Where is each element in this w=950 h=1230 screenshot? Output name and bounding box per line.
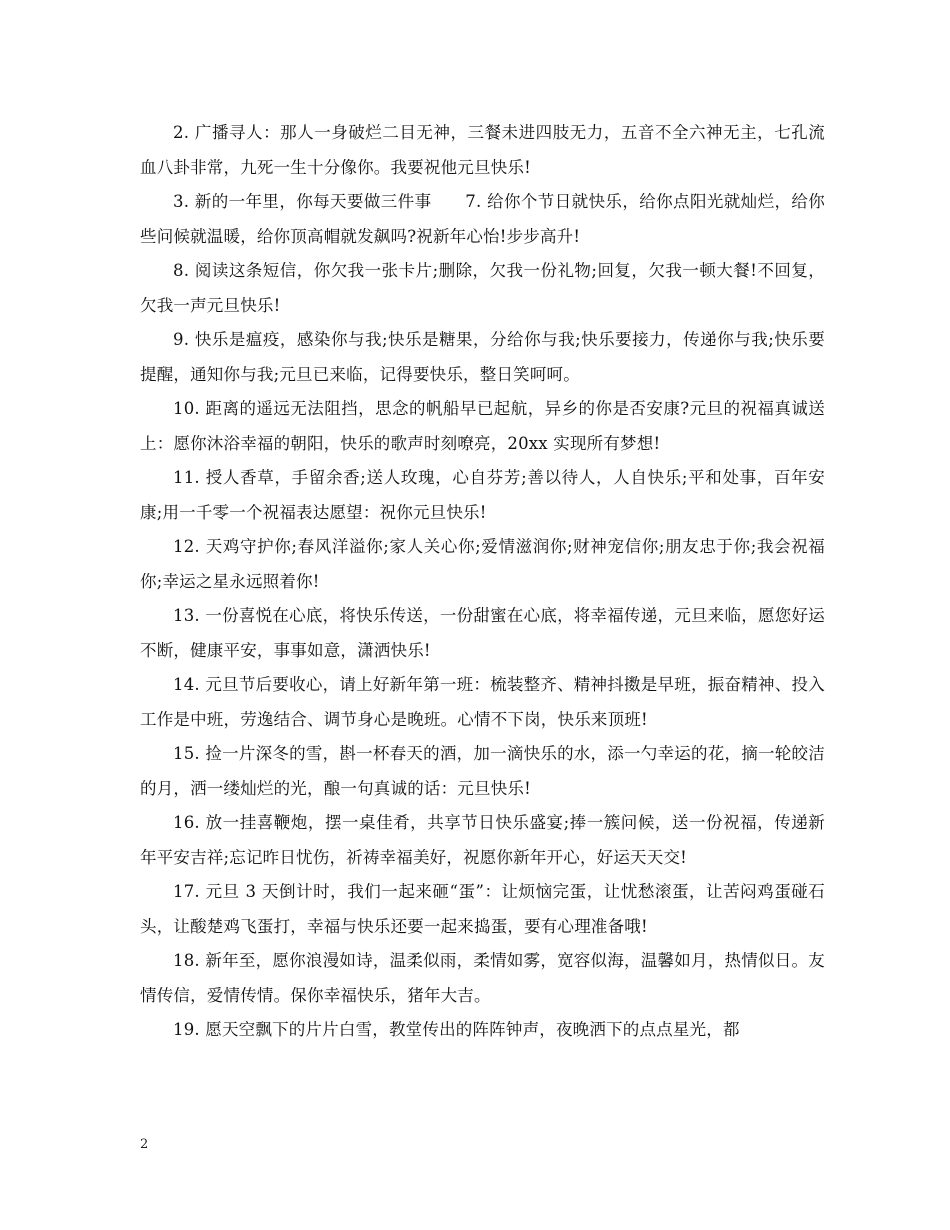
paragraph-11: 11. 授人香草，手留余香;送人玫瑰，心自芬芳;善以待人，人自快乐;平和处事，百年安康;用一千零一个祝福表达愿望：祝你元旦快乐! (140, 468, 825, 522)
document-body (140, 116, 825, 1048)
paragraph-14: 14. 元旦节后要收心，请上好新年第一班：梳装整齐、精神抖擞是早班，振奋精神、投入工作是中班，劳逸结合、调节身心是晚班。心情不下岗，快乐来顶班! (140, 675, 825, 729)
paragraph-16: 16. 放一挂喜鞭炮，摆一桌佳肴，共享节日快乐盛宴;捧一簇问候，送一份祝福，传递新年平安吉祥;忘记昨日忧伤，祈祷幸福美好，祝愿你新年开心，好运天天交! (140, 813, 825, 867)
paragraph-12: 12. 天鸡守护你;春风洋溢你;家人关心你;爱情滋润你;财神宠信你;朋友忠于你;我会祝福你;幸运之星永远照着你! (140, 537, 825, 591)
paragraph-9: 9. 快乐是瘟疫，感染你与我;快乐是糖果，分给你与我;快乐要接力，传递你与我;快乐要提醒，通知你与我;元旦已来临，记得要快乐，整日笑呵呵。 (140, 330, 825, 384)
paragraph-3-7: 3. 新的一年里，你每天要做三件事 7. 给你个节日就快乐，给你点阳光就灿烂，给你些问候就温暖，给你顶高帽就发飙吗?祝新年心怡!步步高升! (140, 192, 825, 246)
page-number: 2 (140, 1137, 149, 1152)
paragraph-17: 17. 元旦 3 天倒计时，我们一起来砸“蛋”：让烦恼完蛋，让忧愁滚蛋，让苦闷鸡蛋碰石头，让酸楚鸡飞蛋打，幸福与快乐还要一起来捣蛋，要有心理准备哦! (140, 882, 825, 936)
paragraph-19: 19. 愿天空飘下的片片白雪，教堂传出的阵阵钟声，夜晚洒下的点点星光，都 (173, 1020, 740, 1039)
paragraph-15: 15. 捡一片深冬的雪，斟一杯春天的酒，加一滴快乐的水，添一勺幸运的花，摘一轮皎洁的月，洒一缕灿烂的光，酿一句真诚的话：元旦快乐! (140, 744, 825, 798)
paragraph-18: 18. 新年至，愿你浪漫如诗，温柔似雨，柔情如雾，宽容似海，温馨如月，热情似日。友情传信，爱情传情。保你幸福快乐，猪年大吉。 (140, 951, 825, 1005)
paragraph-2: 2. 广播寻人：那人一身破烂二目无神，三餐未进四肢无力，五音不全六神无主，七孔流血八卦非常，九死一生十分像你。我要祝他元旦快乐! (140, 123, 825, 177)
paragraph-10: 10. 距离的遥远无法阻挡，思念的帆船早已起航，异乡的你是否安康?元旦的祝福真诚送上：愿你沐浴幸福的朝阳，快乐的歌声时刻嘹亮，20xx 实现所有梦想! (140, 399, 825, 453)
paragraph-13: 13. 一份喜悦在心底，将快乐传送，一份甜蜜在心底，将幸福传递，元旦来临，愿您好运不断，健康平安，事事如意，潇洒快乐! (140, 606, 825, 660)
paragraph-8: 8. 阅读这条短信，你欠我一张卡片;删除，欠我一份礼物;回复，欠我一顿大餐!不回复，欠我一声元旦快乐! (140, 261, 825, 315)
